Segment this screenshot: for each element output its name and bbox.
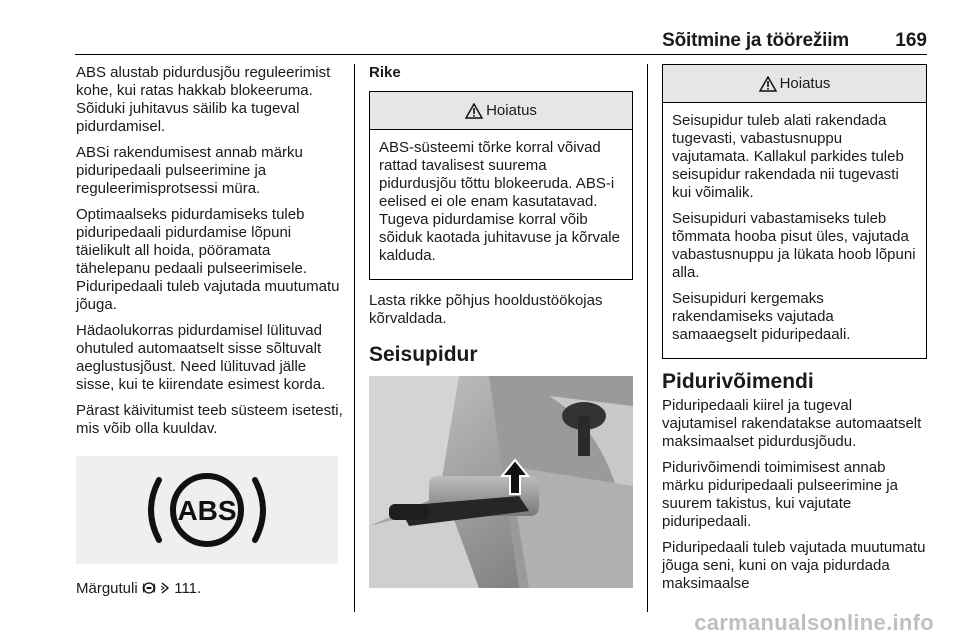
section-title-pidurivoimendi: Pidurivõimendi (662, 370, 814, 393)
paragraph: Optimaalseks pidurdamiseks tuleb piduripedaali pidurdamise lõpuni täielikult all hoida, pööramata tähelepanu pedaali pulseerimisele. Piduripedaali tuleb vajutada muutumatu jõuga. (76, 206, 340, 313)
page-number: 169 (895, 30, 927, 51)
warning-body (370, 130, 632, 279)
warning-title: Hoiatus (486, 101, 537, 119)
warning-title: Hoiatus (779, 74, 831, 92)
paragraph: Piduripedaali tuleb vajutada muutumatu jõuga seni, kuni on vaja pidurdada maksimaalse (662, 539, 926, 592)
column-divider-1 (354, 64, 355, 612)
page-title: Sõitmine ja töörežiim (662, 30, 849, 51)
warning-text: Seisupiduri vabastamiseks tuleb tõmmata hooba pisut üles, vajutada vabastusnuppu ja lükata hoob lõpuni alla. (672, 210, 916, 281)
subsection-title-rike: Rike (369, 64, 401, 81)
watermark: carmanualsonline.info (694, 610, 934, 635)
indicator-reference (76, 580, 348, 598)
paragraph: Pärast käivitumist teeb süsteem isetesti, mis võib olla kuuldav. (76, 402, 343, 437)
warning-box (369, 91, 633, 280)
paragraph: ABSi rakendumisest annab märku piduripedaali pulseerimine ja reguleerimisprotsessi müra. (76, 144, 303, 197)
column-2 (369, 64, 633, 588)
column-divider-2 (647, 64, 648, 612)
paragraph: Lasta rikke põhjus hooldustöökojas kõrvaldada. (369, 292, 603, 327)
warning-text: Seisupidur tuleb alati rakendada tugevasti, vabastusnuppu vajutamata. Kallakul parkides tuleb seisupidur rakendada nii tugevasti kui võimalik. (672, 112, 904, 201)
paragraph: Pidurivõimendi toimimisest annab märku piduripedaali pulseerimine ja suurem takistus, kui vajutate piduripedaali. (662, 459, 898, 530)
parking-brake-photo (369, 376, 633, 588)
page-header (75, 30, 927, 52)
indicator-label: Märgutuli (76, 580, 138, 597)
paragraph: ABS alustab pidurdusjõu reguleerimist kohe, kui ratas hakkab blokeeruma. Sõiduki juhitavus säilib ka tugeval pidurdamisel. (76, 64, 331, 135)
header-rule (75, 54, 927, 55)
warning-body (663, 103, 926, 358)
warning-box (662, 64, 927, 359)
abs-warning-light-image (76, 456, 338, 564)
paragraph: Hädaolukorras pidurdamisel lülituvad ohutuled automaatselt sisse sõltuvalt aeglustusjõust. Need lülituvad jälle sisse, kui te kiirendate esimest korda. (76, 322, 326, 393)
page-reference-icon (160, 582, 170, 594)
paragraph: Piduripedaali kiirel ja tugeval vajutamisel rakendatakse automaatselt maksimaalset pidurdusjõudu. (662, 397, 922, 450)
column-1 (76, 64, 348, 606)
parking-brake-illustration (369, 376, 633, 588)
warning-triangle-icon (759, 76, 777, 92)
warning-header (663, 65, 926, 103)
section-title-seisupidur: Seisupidur (369, 343, 478, 366)
warning-header (370, 92, 632, 130)
abs-symbol-text: ABS (177, 495, 237, 526)
abs-small-icon (142, 581, 156, 595)
indicator-page-link[interactable]: 111. (174, 580, 202, 597)
column-3 (662, 64, 927, 601)
warning-text: Seisupiduri kergemaks rakendamiseks vajutada samaaegselt piduripedaali. (672, 290, 851, 343)
warning-triangle-icon (465, 103, 483, 119)
abs-light-icon (137, 470, 277, 550)
warning-text: ABS-süsteemi tõrke korral võivad rattad tavalisest suurema pidurdusjõu tõttu blokeeruda. ABS-i eelised ei ole enam kasutatavad. Tugeva pidurdamise korral võib sõiduk kaotada juhitavuse ja kõrvale kalduda. (379, 139, 620, 264)
